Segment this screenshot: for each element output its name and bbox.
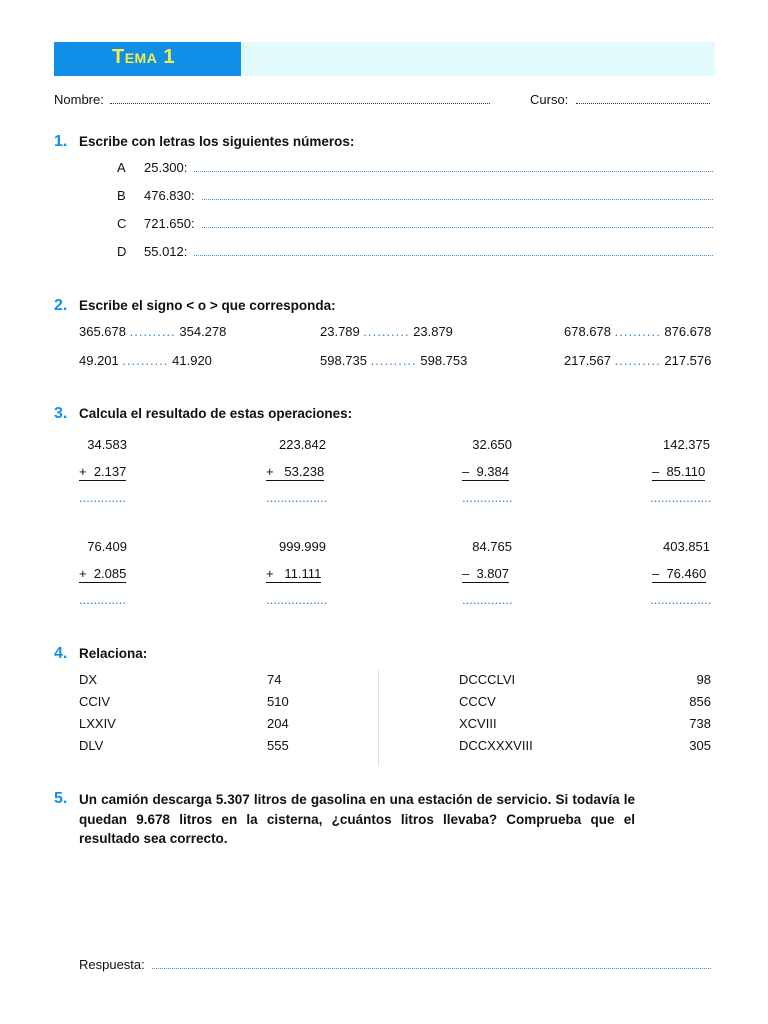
- q3-op-answer[interactable]: .................: [650, 490, 712, 505]
- q4-divider: [378, 670, 379, 766]
- q3-op-top: 84.765: [472, 539, 512, 554]
- q4-arabic[interactable]: 555: [267, 738, 289, 753]
- q4-roman[interactable]: DLV: [79, 738, 104, 753]
- q2-gap[interactable]: ..........: [122, 353, 169, 368]
- q5-problem-text: Un camión descarga 5.307 litros de gasolina en una estación de servicio. Si todavía le quedan 9.678 litros en la cisterna, ¿cuántos litros llevaba? Comprueba que el resultado sea correcto.: [79, 792, 635, 846]
- q1-value-b: 476.830:: [144, 188, 195, 203]
- respuesta-label: Respuesta:: [79, 957, 145, 972]
- respuesta-field[interactable]: [152, 960, 711, 969]
- q4-arabic[interactable]: 204: [267, 716, 289, 731]
- q2-pair[interactable]: [79, 353, 212, 368]
- q2-pair[interactable]: [79, 324, 226, 339]
- q4-roman[interactable]: LXXIV: [79, 716, 116, 731]
- q4-arabic[interactable]: 305: [689, 738, 711, 753]
- q1-value-c: 721.650:: [144, 216, 195, 231]
- q3-op-top: 999.999: [279, 539, 326, 554]
- q3-op-bottom: + 53.238: [266, 464, 325, 479]
- q2-b: 41.920: [172, 353, 212, 368]
- q1-letter-c: C: [117, 216, 127, 231]
- q1-letter-d: D: [117, 244, 127, 259]
- q4-arabic[interactable]: 510: [267, 694, 289, 709]
- curso-label: Curso:: [530, 92, 569, 107]
- q1-answer-b[interactable]: [202, 191, 713, 200]
- q2-number: 2.: [54, 297, 68, 314]
- q4-roman[interactable]: XCVIII: [459, 716, 497, 731]
- q3-op-top: 76.409: [87, 539, 127, 554]
- q2-title: Escribe el signo < o > que corresponda:: [79, 298, 336, 313]
- q2-b: 876.678: [664, 324, 712, 339]
- q1-value-d: 55.012:: [144, 244, 188, 259]
- q3-title: Calcula el resultado de estas operaciones:: [79, 406, 353, 421]
- q1-letter-b: B: [117, 188, 126, 203]
- q3-op-bottom: + 2.137: [79, 464, 127, 479]
- q3-op-answer[interactable]: .............: [79, 592, 126, 607]
- q3-number: 3.: [54, 405, 68, 422]
- q2-a: 49.201: [79, 353, 119, 368]
- q4-arabic[interactable]: 738: [689, 716, 711, 731]
- q2-b: 23.879: [413, 324, 453, 339]
- q2-gap[interactable]: ..........: [614, 324, 661, 339]
- q3-op-answer[interactable]: ..............: [462, 592, 513, 607]
- q3-op-bottom: – 76.460: [652, 566, 707, 581]
- q2-pair[interactable]: [320, 353, 467, 368]
- q2-b: 354.278: [179, 324, 227, 339]
- q3-op-answer[interactable]: .................: [266, 592, 328, 607]
- q3-op-answer[interactable]: ..............: [462, 490, 513, 505]
- q2-gap[interactable]: ..........: [129, 324, 176, 339]
- q1-answer-a[interactable]: [194, 163, 713, 172]
- q2-gap[interactable]: ..........: [614, 353, 661, 368]
- q3-op-answer[interactable]: .................: [650, 592, 712, 607]
- q4-arabic[interactable]: 74: [267, 672, 282, 687]
- q4-roman[interactable]: DCCCLVI: [459, 672, 516, 687]
- q3-op-bottom: – 85.110: [652, 464, 706, 479]
- q2-pair[interactable]: [564, 353, 711, 368]
- q4-roman[interactable]: DCCXXXVIII: [459, 738, 533, 753]
- q3-op-bottom: + 2.085: [79, 566, 127, 581]
- q3-op-bottom: – 9.384: [462, 464, 509, 479]
- tema-title: Tema 1: [112, 46, 176, 68]
- q3-op-answer[interactable]: .............: [79, 490, 126, 505]
- q2-pair[interactable]: [320, 324, 453, 339]
- q4-roman[interactable]: CCCV: [459, 694, 496, 709]
- q2-a: 678.678: [564, 324, 611, 339]
- q3-op-bottom: – 3.807: [462, 566, 509, 581]
- q2-pair[interactable]: [564, 324, 711, 339]
- q3-op-top: 32.650: [472, 437, 512, 452]
- q4-arabic[interactable]: 98: [696, 672, 711, 687]
- q1-answer-c[interactable]: [202, 219, 713, 228]
- nombre-field[interactable]: [110, 95, 490, 104]
- q3-op-top: 34.583: [87, 437, 127, 452]
- nombre-label: Nombre:: [54, 92, 104, 107]
- q4-roman[interactable]: CCIV: [79, 694, 111, 709]
- q2-gap[interactable]: ..........: [370, 353, 417, 368]
- q2-a: 598.735: [320, 353, 367, 368]
- q4-number: 4.: [54, 645, 68, 662]
- curso-field[interactable]: [576, 95, 710, 104]
- q3-op-bottom: + 11.111: [266, 566, 322, 581]
- q2-a: 217.567: [564, 353, 611, 368]
- q3-op-top: 223.842: [279, 437, 326, 452]
- q2-b: 217.576: [664, 353, 712, 368]
- q4-arabic[interactable]: 856: [689, 694, 711, 709]
- q2-b: 598.753: [420, 353, 468, 368]
- q3-op-top: 142.375: [663, 437, 710, 452]
- q1-title: Escribe con letras los siguientes números:: [79, 134, 355, 149]
- q4-roman[interactable]: DX: [79, 672, 98, 687]
- q3-op-answer[interactable]: .................: [266, 490, 328, 505]
- q2-a: 23.789: [320, 324, 360, 339]
- q1-value-a: 25.300:: [144, 160, 188, 175]
- q1-letter-a: A: [117, 160, 126, 175]
- q2-gap[interactable]: ..........: [363, 324, 410, 339]
- tema-banner: [54, 42, 241, 76]
- q1-number: 1.: [54, 133, 68, 150]
- q5-number: 5.: [54, 790, 68, 807]
- q2-a: 365.678: [79, 324, 126, 339]
- q4-title: Relaciona:: [79, 646, 148, 661]
- q3-op-top: 403.851: [663, 539, 710, 554]
- q1-answer-d[interactable]: [194, 247, 713, 256]
